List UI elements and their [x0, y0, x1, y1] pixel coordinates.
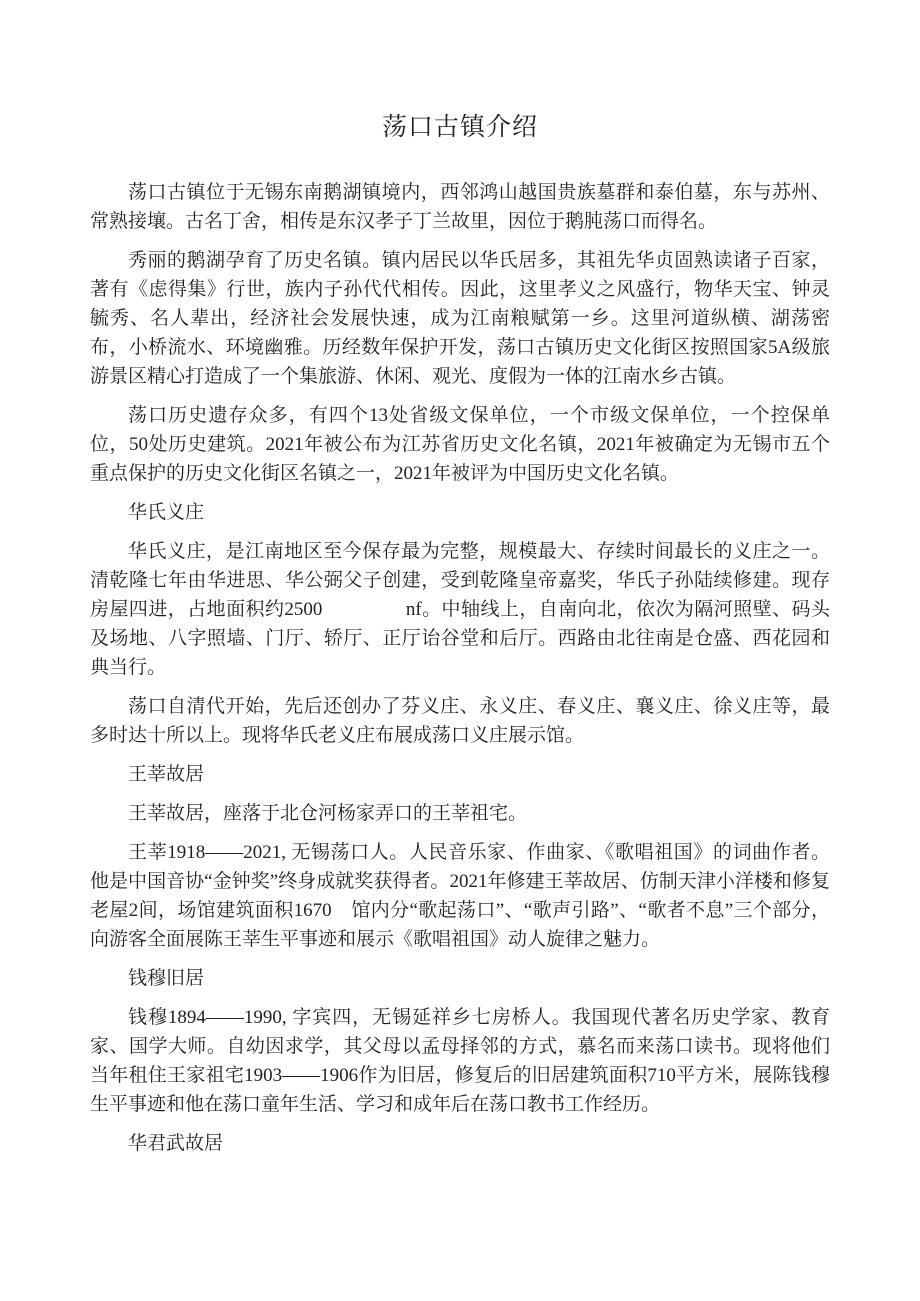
- document-title: 荡口古镇介绍: [381, 114, 538, 141]
- paragraph-location-intro: 荡口古镇位于无锡东南鹅湖镇境内，西邻鸿山越国贵族墓群和泰伯墓，东与苏州、常熟接壤。古名丁舍，相传是东汉孝子丁兰故里，因位于鹅肫荡口而得名。: [90, 182, 830, 232]
- paragraph-huashi-yizhuang-detail: 华氏义庄，是江南地区至今保存最为完整，规模最大、存续时间最长的义庄之一。清乾隆七年由华进思、华公弼父子创建，受到乾隆皇帝嘉奖，华氏子孙陆续修建。现存房屋四进，占地面积约2500 nf。中轴线上，自南向北，依次为隔河照壁、码头及场地、八字照墙、门厅、轿厅、正厅诒谷堂和后厅。西路由北往南是仓盛、西花园和典当行。: [90, 541, 830, 678]
- paragraph-qianmu-bio: 钱穆1894——1990, 字宾四，无锡延祥乡七房桥人。我国现代著名历史学家、教育家、国学大师。自幼因求学，其父母以孟母择邻的方式，慕名而来荡口读书。现将他们当年租住王家祖宅1903——1906作为旧居，修复后的旧居建筑面积710平方米，展陈钱穆生平事迹和他在荡口童年生活、学习和成年后在荡口教书工作经历。: [90, 1007, 830, 1115]
- paragraph-other-yizhuang: 荡口自清代开始，先后还创办了芬义庄、永义庄、春义庄、襄义庄、徐义庄等，最多时达十所以上。现将华氏老义庄布展成荡口义庄展示馆。: [90, 696, 830, 746]
- paragraph-heritage-list: 荡口历史遗存众多，有四个13处省级文保单位，一个市级文保单位，一个控保单位，50处历史建筑。2021年被公布为江苏省历史文化名镇，2021年被确定为无锡市五个重点保护的历史文化街区名镇之一，2021年被评为中国历史文化名镇。: [90, 405, 830, 484]
- section-heading-wangxin-guju: 王莘故居: [128, 764, 205, 785]
- section-heading-huajunwu-guju: 华君武故居: [128, 1133, 224, 1154]
- paragraph-wangxin-bio: 王莘1918——2021, 无锡荡口人。人民音乐家、作曲家、《歌唱祖国》的词曲作者。他是中国音协“金钟奖”终身成就奖获得者。2021年修建王莘故居、仿制天津小洋楼和修复老屋2间，场馆建筑面积1670 馆内分“歌起荡口”、“歌声引路”、“歌者不息”三个部分，向游客全面展陈王莘生平事迹和展示《歌唱祖国》动人旋律之魅力。: [90, 842, 830, 950]
- paragraph-history-overview: 秀丽的鹅湖孕育了历史名镇。镇内居民以华氏居多，其祖先华贞固熟读诸子百家，著有《虑得集》行世，族内子孙代代相传。因此，这里孝义之风盛行，物华天宝、钟灵毓秀、名人辈出，经济社会发展快速，成为江南粮赋第一乡。这里河道纵横、湖荡密布，小桥流水、环境幽雅。历经数年保护开发，荡口古镇历史文化街区按照国家5A级旅游景区精心打造成了一个集旅游、休闲、观光、度假为一体的江南水乡古镇。: [90, 250, 830, 387]
- section-heading-qianmu-jiuju: 钱穆旧居: [128, 968, 205, 989]
- paragraph-wangxin-location: 王莘故居，座落于北仓河杨家弄口的王莘祖宅。: [128, 803, 528, 824]
- section-heading-huashi-yizhuang: 华氏义庄: [128, 502, 205, 523]
